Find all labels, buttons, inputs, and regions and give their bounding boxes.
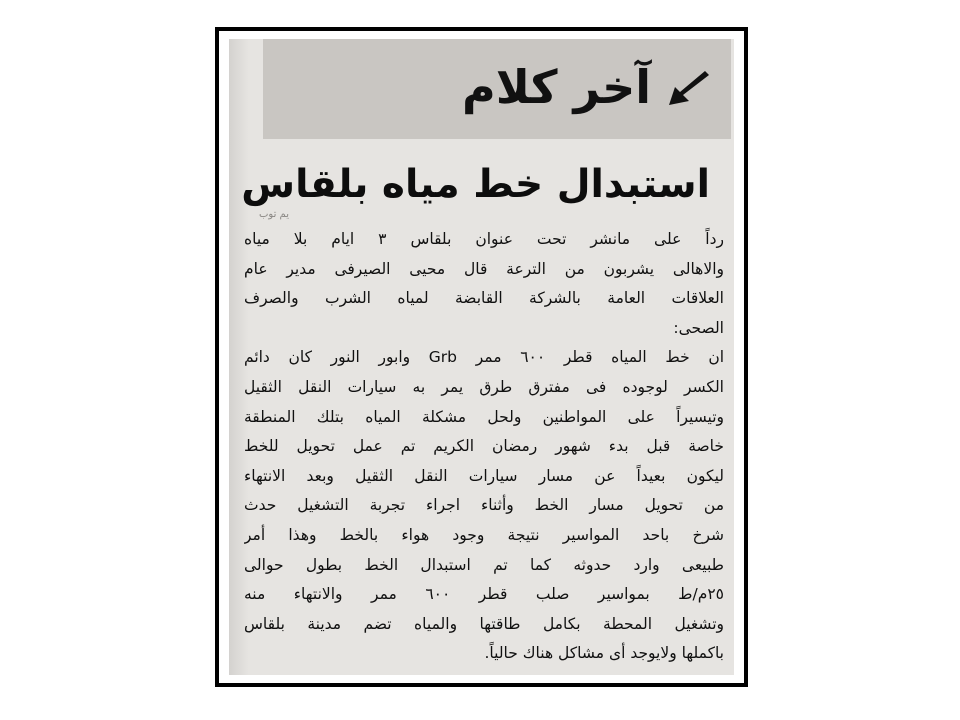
headline: استبدال خط مياه بلقاس (241, 162, 710, 207)
article-line: وتيسيراً على المواطنين ولحل مشكلة المياه بتلك المنطقة (244, 407, 724, 426)
article-line: باكملها ولايوجد أى مشاكل هناك حالياً. (484, 644, 724, 663)
article-line: وتشغيل المحطة بكامل طاقتها والمياه تضم مدينة بلقاس (244, 614, 724, 633)
article-line: شرخ باحد المواسير نتيجة وجود هواء بالخط وهذا أمر (244, 525, 724, 544)
article-line: ٢٥م/ط بمواسير صلب قطر ٦٠٠ ممر والانتهاء منه (244, 585, 724, 604)
article-line: العلاقات العامة بالشركة القابضة لمياه الشرب والصرف (244, 289, 724, 308)
newspaper-clipping (229, 39, 734, 675)
article-line: خاصة قبل بدء شهور رمضان الكريم تم عمل تحويل للخط (244, 437, 724, 456)
article-line: ان خط المياه قطر ٦٠٠ ممر Grb وابور النور كان دائم (244, 348, 724, 367)
article-line: ليكون بعيداً عن مسار سيارات النقل الثقيل وبعد الانتهاء (244, 466, 724, 485)
column-masthead (263, 39, 731, 139)
article-line: والاهالى يشربون من الترعة قال محيى الصيرفى مدير عام (244, 259, 724, 278)
article-line: الكسر لوجوده فى مفترق طرق يمر به سيارات النقل الثقيل (244, 377, 724, 396)
margin-note: يم توب (259, 209, 289, 220)
article-body (244, 225, 724, 669)
article-line: الصحى: (673, 318, 724, 337)
article-line: رداً على مانشر تحت عنوان بلقاس ٣ ايام بلا مياه (244, 230, 724, 248)
arrow-icon (665, 69, 713, 109)
column-title: آخر كلام (462, 60, 651, 114)
article-line: من تحويل مسار الخط وأثناء اجراء تجربة التشغيل حدث (244, 496, 724, 515)
image-frame (215, 27, 748, 687)
article-line: طبيعى وارد حدوثه كما تم استبدال الخط بطول حوالى (244, 555, 724, 574)
